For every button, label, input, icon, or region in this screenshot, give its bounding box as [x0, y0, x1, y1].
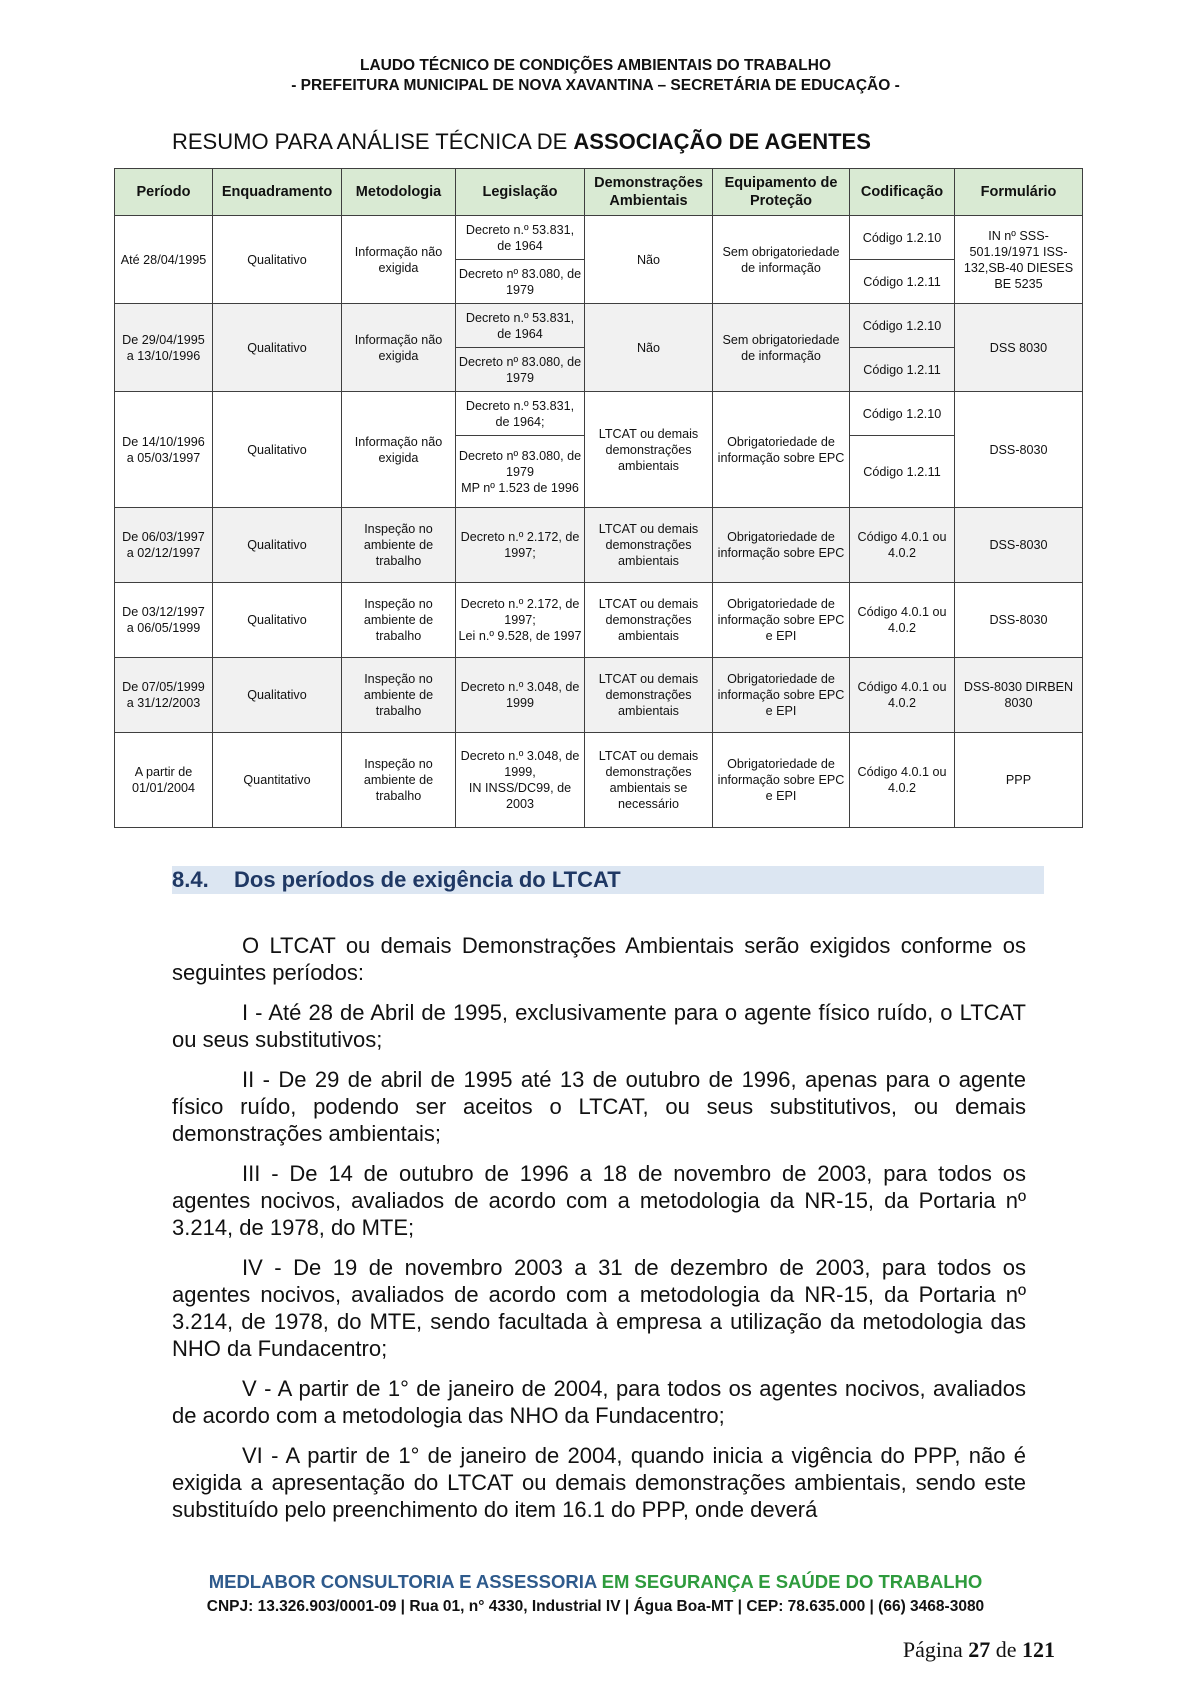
cell-legislacao: Decreto nº 83.080, de 1979 — [456, 348, 585, 392]
page-total: 121 — [1022, 1637, 1055, 1662]
cell-periodo: De 29/04/1995 a 13/10/1996 — [115, 304, 213, 392]
header-formulario: Formulário — [955, 169, 1083, 216]
cell-codificacao: Código 1.2.10 — [850, 392, 955, 436]
cell-demonstracoes: LTCAT ou demais demonstrações ambientais — [585, 658, 713, 733]
header-legislacao: Legislação — [456, 169, 585, 216]
cell-enquadramento: Qualitativo — [213, 508, 342, 583]
cell-codificacao: Código 4.0.1 ou 4.0.2 — [850, 508, 955, 583]
cell-legislacao: Decreto n.º 53.831, de 1964; — [456, 392, 585, 436]
paragraph: IV - De 19 de novembro 2003 a 31 de dezembro de 2003, para todos os agentes nocivos, avaliados de acordo com a metodologia da NR-15, da Portaria nº 3.214, de 1978, do MTE, sendo facultada à empresa a utilização da metodologia das NHO da Fundacentro; — [172, 1255, 1026, 1361]
cell-metodologia: Inspeção no ambiente de trabalho — [342, 733, 456, 828]
table-header-row — [115, 169, 1083, 216]
legislacao-line: Lei n.º 9.528, de 1997 — [458, 629, 582, 643]
legislacao-line: MP nº 1.523 de 1996 — [461, 480, 579, 495]
cell-metodologia: Inspeção no ambiente de trabalho — [342, 583, 456, 658]
table-title-bold: ASSOCIAÇÃO DE AGENTES — [573, 129, 871, 154]
cell-codificacao: Código 4.0.1 ou 4.0.2 — [850, 583, 955, 658]
cell-codificacao: Código 1.2.11 — [850, 436, 955, 508]
cell-enquadramento: Qualitativo — [213, 392, 342, 508]
table-row — [115, 508, 1083, 583]
cell-periodo: De 07/05/1999 a 31/12/2003 — [115, 658, 213, 733]
cell-codificacao: Código 4.0.1 ou 4.0.2 — [850, 658, 955, 733]
cell-legislacao: Decreto n.º 3.048, de 1999 — [456, 658, 585, 733]
footer-company-name: MEDLABOR CONSULTORIA E ASSESSORIA — [208, 1571, 597, 1592]
paragraph: V - A partir de 1° de janeiro de 2004, para todos os agentes nocivos, avaliados de acordo com a metodologia das NHO da Fundacentro; — [172, 1376, 1026, 1428]
cell-formulario: PPP — [955, 733, 1083, 828]
cell-legislacao: Decreto n.º 53.831, de 1964 — [456, 304, 585, 348]
section-title: Dos períodos de exigência do LTCAT — [234, 867, 621, 892]
cell-metodologia: Inspeção no ambiente de trabalho — [342, 658, 456, 733]
cell-legislacao: Decreto n.º 53.831, de 1964 — [456, 216, 585, 260]
cell-demonstracoes: LTCAT ou demais demonstrações ambientais — [585, 583, 713, 658]
header-equipamento: Equipamento de Proteção — [713, 169, 850, 216]
cell-enquadramento: Qualitativo — [213, 304, 342, 392]
table-row — [115, 583, 1083, 658]
cell-enquadramento: Qualitativo — [213, 216, 342, 304]
cell-formulario: DSS-8030 — [955, 392, 1083, 508]
table-row — [115, 733, 1083, 828]
table-title — [172, 128, 1032, 156]
footer-company-tagline: EM SEGURANÇA E SAÚDE DO TRABALHO — [596, 1571, 983, 1592]
cell-equipamento: Obrigatoriedade de informação sobre EPC e EPI — [713, 733, 850, 828]
header-title: LAUDO TÉCNICO DE CONDIÇÕES AMBIENTAIS DO TRABALHO — [359, 57, 832, 74]
document-header — [0, 56, 1191, 96]
cell-codificacao: Código 1.2.11 — [850, 260, 955, 304]
header-demonstracoes: Demonstrações Ambientais — [585, 169, 713, 216]
legislacao-line: IN INSS/DC99, de 2003 — [468, 781, 572, 811]
cell-equipamento: Sem obrigatoriedade de informação — [713, 216, 850, 304]
section-number: 8.4. — [172, 867, 209, 892]
cell-demonstracoes: LTCAT ou demais demonstrações ambientais se necessário — [585, 733, 713, 828]
cell-periodo: De 03/12/1997 a 06/05/1999 — [115, 583, 213, 658]
header-subtitle: - PREFEITURA MUNICIPAL DE NOVA XAVANTINA – SECRETÁRIA DE EDUCAÇÃO - — [291, 77, 900, 94]
page-of: de — [990, 1637, 1022, 1662]
cell-legislacao — [456, 733, 585, 828]
body-text — [172, 932, 1026, 1536]
cell-demonstracoes: LTCAT ou demais demonstrações ambientais — [585, 392, 713, 508]
cell-metodologia: Inspeção no ambiente de trabalho — [342, 508, 456, 583]
legislacao-line: Decreto nº 83.080, de 1979 — [458, 448, 582, 479]
cell-demonstracoes: LTCAT ou demais demonstrações ambientais — [585, 508, 713, 583]
cell-enquadramento: Quantitativo — [213, 733, 342, 828]
cell-equipamento: Obrigatoriedade de informação sobre EPC — [713, 508, 850, 583]
header-codificacao: Codificação — [850, 169, 955, 216]
page-current: 27 — [968, 1637, 991, 1662]
cell-legislacao — [456, 436, 585, 508]
cell-metodologia: Informação não exigida — [342, 392, 456, 508]
paragraph: VI - A partir de 1° de janeiro de 2004, quando inicia a vigência do PPP, não é exigida a apresentação do LTCAT ou demais demonstrações ambientais, sendo este substituído pelo preenchimento do item 16.1 do PPP, onde deverá — [172, 1443, 1026, 1522]
cell-equipamento: Obrigatoriedade de informação sobre EPC — [713, 392, 850, 508]
cell-metodologia: Informação não exigida — [342, 304, 456, 392]
cell-periodo: De 14/10/1996 a 05/03/1997 — [115, 392, 213, 508]
table-row — [115, 658, 1083, 733]
page-number — [903, 1636, 1055, 1664]
cell-equipamento: Obrigatoriedade de informação sobre EPC e EPI — [713, 658, 850, 733]
cell-codificacao: Código 4.0.1 ou 4.0.2 — [850, 733, 955, 828]
cell-codificacao: Código 1.2.10 — [850, 216, 955, 260]
paragraph: III - De 14 de outubro de 1996 a 18 de novembro de 2003, para todos os agentes nocivos, avaliados de acordo com a metodologia da NR-15, da Portaria nº 3.214, de 1978, do MTE; — [172, 1161, 1026, 1240]
header-enquadramento: Enquadramento — [213, 169, 342, 216]
table-row — [115, 304, 1083, 348]
cell-codificacao: Código 1.2.10 — [850, 304, 955, 348]
cell-formulario: IN nº SSS-501.19/1971 ISS-132,SB-40 DIESES BE 5235 — [955, 216, 1083, 304]
cell-formulario: DSS-8030 — [955, 583, 1083, 658]
header-metodologia: Metodologia — [342, 169, 456, 216]
cell-demonstracoes: Não — [585, 216, 713, 304]
table-row — [115, 216, 1083, 260]
cell-formulario: DSS-8030 — [955, 508, 1083, 583]
section-heading — [172, 866, 1044, 894]
paragraph: O LTCAT ou demais Demonstrações Ambientais serão exigidos conforme os seguintes períodos: — [172, 933, 1026, 985]
page-label: Página — [902, 1637, 969, 1662]
footer-address: CNPJ: 13.326.903/0001-09 | Rua 01, n° 4330, Industrial IV | Água Boa-MT | CEP: 78.635.000 | (66) 3468-3080 — [206, 1598, 985, 1615]
legislacao-line: Decreto n.º 3.048, de 1999, — [460, 749, 580, 779]
footer-company — [0, 1570, 1191, 1594]
cell-legislacao: Decreto n.º 2.172, de 1997; — [456, 508, 585, 583]
paragraph: I - Até 28 de Abril de 1995, exclusivamente para o agente físico ruído, o LTCAT ou seus substitutivos; — [172, 1000, 1026, 1052]
cell-enquadramento: Qualitativo — [213, 658, 342, 733]
cell-equipamento: Obrigatoriedade de informação sobre EPC e EPI — [713, 583, 850, 658]
paragraph: II - De 29 de abril de 1995 até 13 de outubro de 1996, apenas para o agente físico ruído, podendo ser aceitos o LTCAT, ou seus substitutivos, ou demais demonstrações ambientais; — [172, 1067, 1026, 1146]
cell-metodologia: Informação não exigida — [342, 216, 456, 304]
header-periodo: Período — [115, 169, 213, 216]
cell-enquadramento: Qualitativo — [213, 583, 342, 658]
cell-equipamento: Sem obrigatoriedade de informação — [713, 304, 850, 392]
cell-legislacao — [456, 583, 585, 658]
legislacao-line: Decreto n.º 2.172, de 1997; — [460, 597, 580, 627]
cell-formulario: DSS 8030 — [955, 304, 1083, 392]
cell-periodo: A partir de 01/01/2004 — [115, 733, 213, 828]
cell-legislacao: Decreto nº 83.080, de 1979 — [456, 260, 585, 304]
agents-summary-table — [114, 168, 1083, 828]
cell-demonstracoes: Não — [585, 304, 713, 392]
table-title-prefix: RESUMO PARA ANÁLISE TÉCNICA DE — [172, 129, 574, 154]
table-row — [115, 392, 1083, 436]
cell-periodo: De 06/03/1997 a 02/12/1997 — [115, 508, 213, 583]
cell-periodo: Até 28/04/1995 — [115, 216, 213, 304]
cell-codificacao: Código 1.2.11 — [850, 348, 955, 392]
cell-formulario: DSS-8030 DIRBEN 8030 — [955, 658, 1083, 733]
